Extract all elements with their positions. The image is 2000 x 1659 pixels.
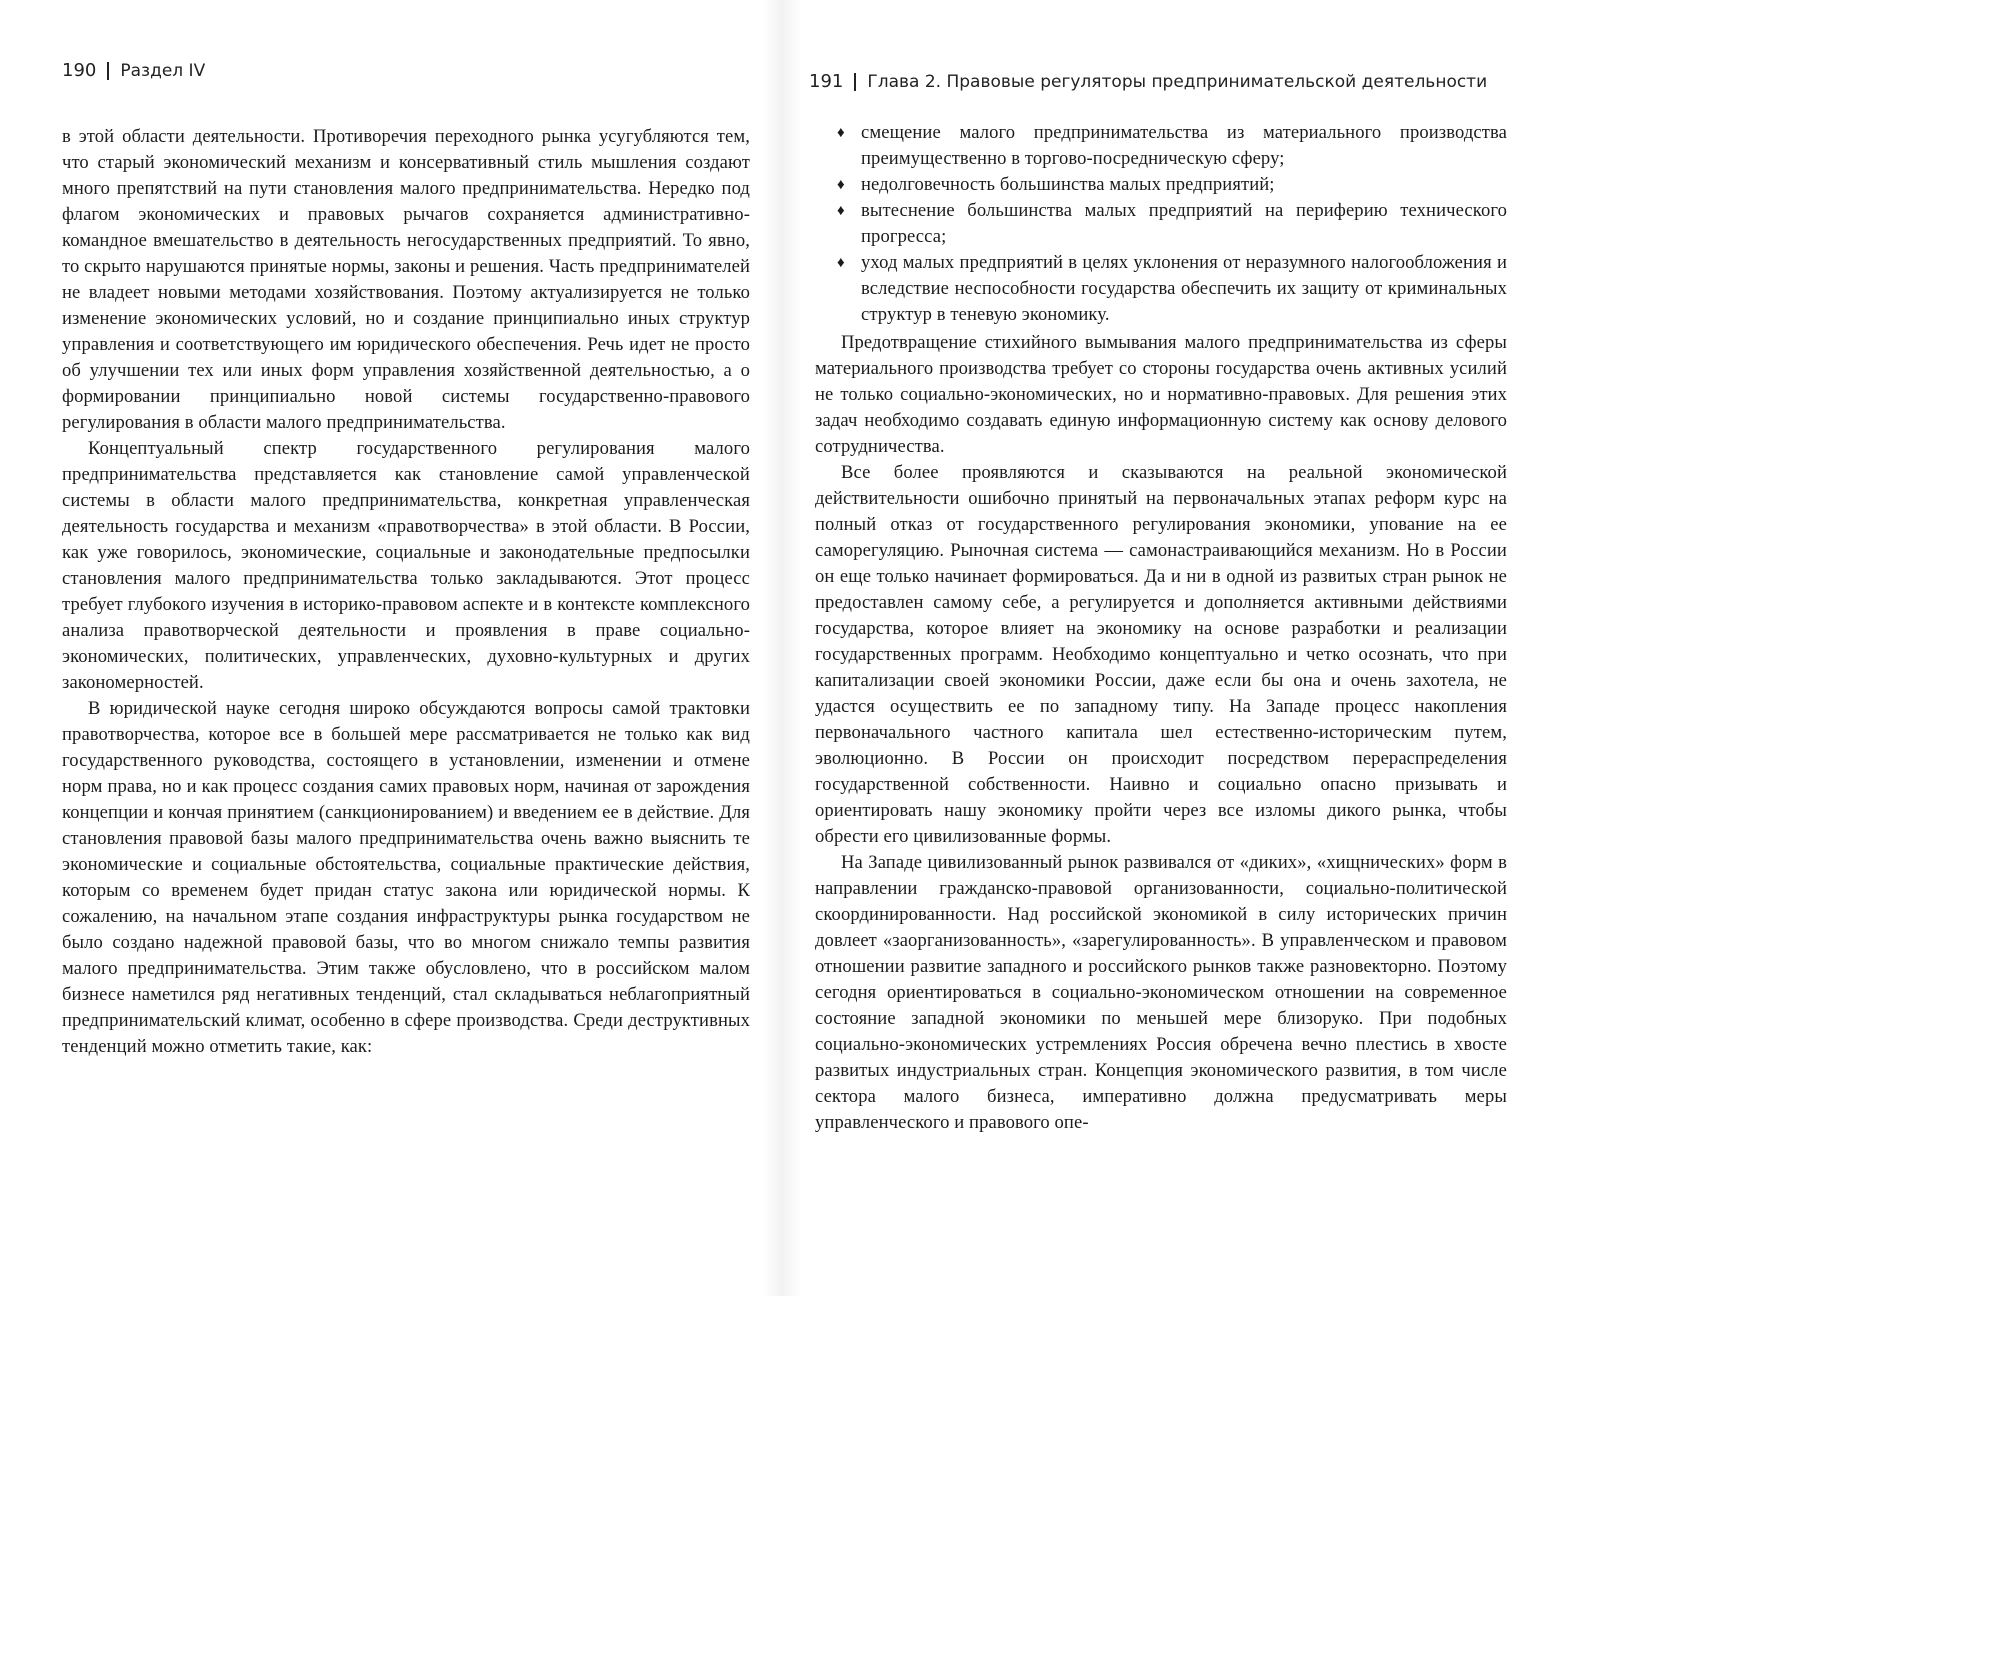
left-running-head [62,60,205,81]
right-body-text [815,120,1507,1136]
left-paragraph-2: Концептуальный спектр государственного регулирования малого предпринимательства представляется как становление самой управленческой системы в области малого предпринимательства, конкретная управленческая деятельность государства и механизм «правотворчества» в этой области. В России, как уже говорилось, экономические, социальные и законодательные предпосылки становления малого предпринимательства только закладываются. Этот процесс требует глубокого изучения в историко-правовом аспекте и в контексте комплексного анализа правотворческой деятельности и проявления в праве социально-экономических, политических, управленческих, духовно-культурных и других закономерностей. [62,438,750,693]
left-paragraph-1: в этой области деятельности. Противоречия переходного рынка усугубляются тем, что старый экономический механизм и консервативный стиль мышления создают много препятствий на пути становления малого предпринимательства. Нередко под флагом экономических и правовых рычагов сохраняется административно-командное вмешательство в деятельность негосударственных предприятий. То явно, то скрыто нарушаются принятые нормы, законы и решения. Часть предпринимателей не владеет новыми методами хозяйствования. Поэтому актуализируется не только изменение экономических условий, но и создание принципиально иных структур управления и соответствующего им юридического обеспечения. Речь идет не просто об улучшении тех или иных форм управления хозяйственной деятельностью, а о формировании принципиально новой системы государственно-правового регулирования в области малого предпринимательства. [62,126,750,433]
diamond-bullet-icon: ♦ [837,203,845,219]
tendencies-list [815,120,1507,328]
running-head-divider [107,62,109,80]
diamond-bullet-icon: ♦ [837,255,845,271]
right-paragraph-1: Предотвращение стихийного вымывания малого предпринимательства из сферы материального производства требует со стороны государства очень активных усилий не только социально-экономических, но и нормативно-правовых. Для решения этих задач необходимо создавать единую информационную систему как основу делового сотрудничества. [815,332,1507,457]
right-page [795,0,1559,1296]
list-item [837,198,1507,250]
list-item [837,120,1507,172]
diamond-bullet-icon: ♦ [837,125,845,141]
left-body-text [62,124,750,1060]
diamond-bullet-icon: ♦ [837,177,845,193]
running-head-divider [854,73,856,91]
left-section-title: Раздел IV [120,60,206,81]
list-item-text: недолговечность большинства малых предприятий; [861,174,1275,195]
left-paragraph-3: В юридической науке сегодня широко обсуждаются вопросы самой трактовки правотворчества, которое все в большей мере рассматривается не только как вид государственного руководства, состоящего в установлении, изменении и отмене норм права, но и как процесс создания самих правовых норм, начиная от зарождения концепции и кончая принятием (санкционированием) и введением ее в действие. Для становления правовой базы малого предпринимательства очень важно выяснить те экономические и социальные обстоятельства, социальные практические действия, которым со временем будет придан статус закона или юридической нормы. К сожалению, на начальном этапе создания инфраструктуры рынка государством не было создано надежной правовой базы, что во многом снижало темпы развития малого предпринимательства. Этим также обусловлено, что в российском малом бизнесе наметился ряд негативных тенденций, стал складываться неблагоприятный предпринимательский климат, особенно в сфере производства. Среди деструктивных тенденций можно отметить такие, как: [62,698,750,1057]
left-page [0,0,770,1296]
right-paragraph-3: На Западе цивилизованный рынок развивался от «диких», «хищнических» форм в направлении гражданско-правовой организованности, социально-политической скоординированности. Над российской экономикой в силу исторических причин довлеет «заорганизованность», «зарегулированность». В управленческом и правовом отношении развитие западного и российского рынков также разновекторно. Поэтому сегодня ориентироваться в социально-экономическом отношении на современное состояние западной экономики по меньшей мере близоруко. При подобных социально-экономических устремлениях Россия обречена вечно плестись в хвосте развитых индустриальных стран. Концепция экономического развития, в том числе сектора малого бизнеса, императивно должна предусматривать меры управленческого и правового опе- [815,852,1507,1133]
list-item [837,172,1507,198]
right-page-number: 191 [809,71,844,92]
list-item-text: вытеснение большинства малых предприятий на периферию технического прогресса; [861,200,1507,247]
right-running-head [809,71,1487,92]
right-chapter-title: Глава 2. Правовые регуляторы предпринимательской деятельности [867,71,1488,92]
list-item-text: уход малых предприятий в целях уклонения от неразумного налогообложения и вследствие неспособности государства обеспечить их защиту от криминальных структур в теневую экономику. [861,252,1507,325]
list-item [837,250,1507,328]
list-item-text: смещение малого предпринимательства из материального производства преимущественно в торгово-посредническую сферу; [861,122,1507,169]
right-paragraph-2: Все более проявляются и сказываются на реальной экономической действительности ошибочно принятый на первоначальных этапах реформ курс на полный отказ от государственного регулирования экономики, упование на ее саморегуляцию. Рыночная система — самонастраивающийся механизм. Но в России он еще только начинает формироваться. Да и ни в одной из развитых стран рынок не предоставлен самому себе, а регулируется и дополняется активными действиями государства, которое влияет на экономику на основе разработки и реализации государственных программ. Необходимо концептуально и четко осознать, что при капитализации своей экономики России, даже если бы она и очень захотела, не удастся осуществить ее по западному типу. На Западе процесс накопления первоначального частного капитала шел естественно-историческим путем, эволюционно. В России он происходит посредством перераспределения государственной собственности. Наивно и социально опасно призывать и ориентировать нашу экономику пройти через все изломы дикого рынка, чтобы обрести его цивилизованные формы. [815,462,1507,847]
left-page-number: 190 [62,60,97,81]
